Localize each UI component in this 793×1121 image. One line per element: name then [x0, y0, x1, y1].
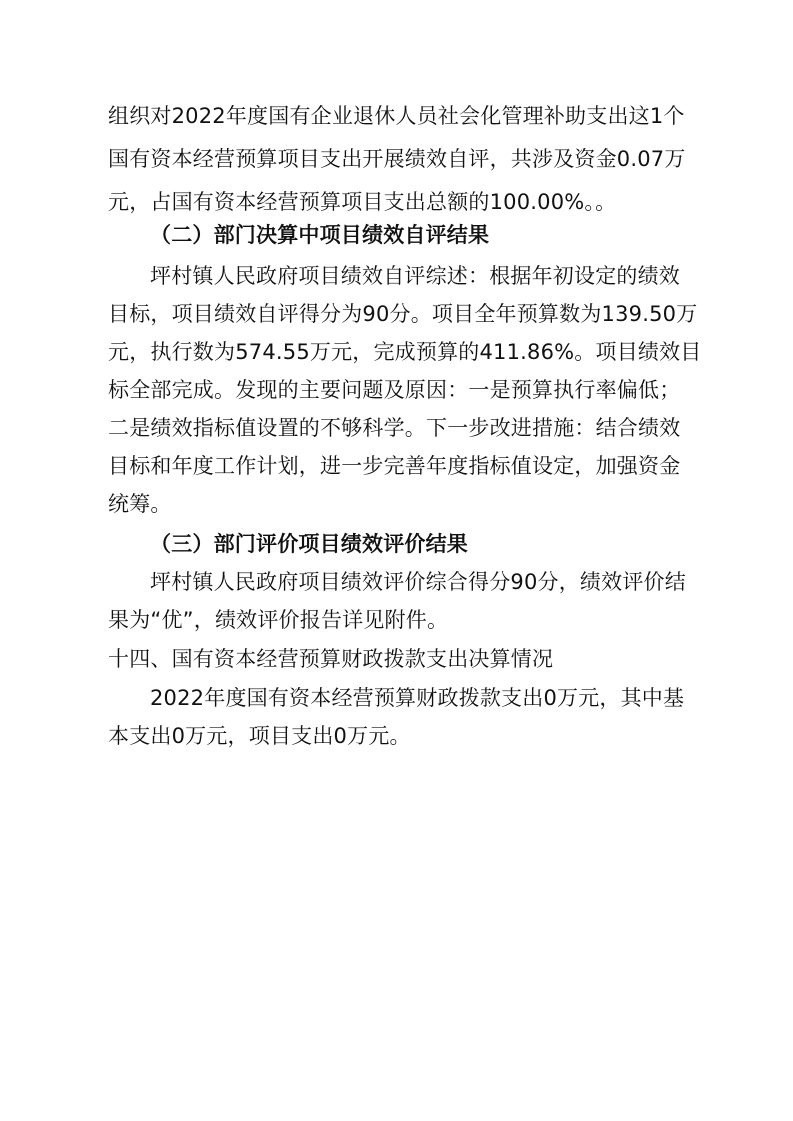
paragraph-3-line-1: 坪村镇人民政府项目绩效评价综合得分90分，绩效评价结: [150, 570, 686, 594]
paragraph-4-line-1: 2022年度国有资本经营预算财政拨款支出0万元，其中基: [150, 686, 685, 710]
paragraph-2-line-2: 目标，项目绩效自评得分为90分。项目全年预算数为139.50万: [108, 302, 698, 326]
section-heading-2: （二）部门决算中项目绩效自评结果: [150, 223, 490, 247]
paragraph-1-line-2: 国有资本经营预算项目支出开展绩效自评，共涉及资金0.07万: [108, 147, 686, 171]
paragraph-2-line-3: 元，执行数为574.55万元，完成预算的411.86%。项目绩效目: [108, 340, 702, 364]
paragraph-2-line-6: 目标和年度工作计划，进一步完善年度指标值设定，加强资金: [108, 454, 681, 478]
paragraph-1-line-1: 组织对2022年度国有企业退休人员社会化管理补助支出这1个: [108, 104, 685, 128]
paragraph-2-line-4: 标全部完成。发现的主要问题及原因：一是预算执行率偏低；: [108, 378, 681, 402]
section-14-title: 十四、国有资本经营预算财政拨款支出决算情况: [108, 647, 554, 671]
paragraph-2-line-5: 二是绩效指标值设置的不够科学。下一步改进措施：结合绩效: [108, 416, 681, 440]
paragraph-1-line-3: 元，占国有资本经营预算项目支出总额的100.00%。。: [108, 190, 617, 214]
paragraph-4-line-2: 本支出0万元，项目支出0万元。: [108, 724, 411, 748]
section-heading-3: （三）部门评价项目绩效评价结果: [150, 532, 468, 556]
paragraph-2-line-7: 统筹。: [108, 492, 172, 516]
paragraph-3-line-2: 果为“优”，绩效评价报告详见附件。: [108, 608, 449, 632]
paragraph-2-line-1: 坪村镇人民政府项目绩效自评综述：根据年初设定的绩效: [150, 264, 680, 288]
